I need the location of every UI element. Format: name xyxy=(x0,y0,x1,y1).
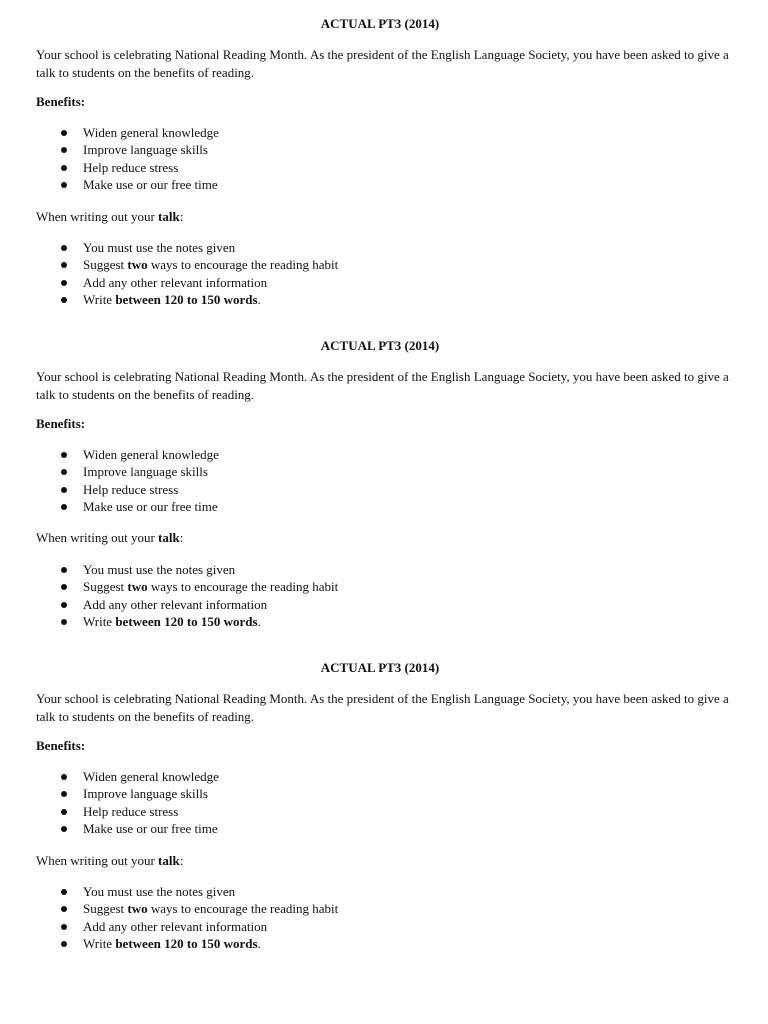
bullet-icon xyxy=(61,280,67,286)
list-item: Help reduce stress xyxy=(36,159,748,176)
bullet-icon xyxy=(61,297,67,303)
task-intro: Your school is celebrating National Reading Month. As the president of the English Language Society, you have been asked to give a talk to students on the benefits of reading. xyxy=(36,47,729,80)
bullet-icon xyxy=(61,487,67,493)
list-item: Widen general knowledge xyxy=(36,124,748,141)
instructions-list xyxy=(36,883,748,953)
bullet-icon xyxy=(61,165,67,171)
benefits-heading: Benefits: xyxy=(36,416,86,431)
benefits-heading: Benefits: xyxy=(36,738,86,753)
bullet-icon xyxy=(61,809,67,815)
list-item: Improve language skills xyxy=(36,463,748,480)
section-title: ACTUAL PT3 (2014) xyxy=(320,660,440,675)
bullet-icon xyxy=(61,619,67,625)
list-item: Add any other relevant information xyxy=(36,918,748,935)
list-item: Make use or our free time xyxy=(36,176,748,193)
instructions-lead: When writing out your talk: xyxy=(36,853,184,868)
bullet-icon xyxy=(61,130,67,136)
benefits-list xyxy=(36,124,748,194)
list-item: Widen general knowledge xyxy=(36,446,748,463)
instructions-list xyxy=(36,239,748,309)
bullet-icon xyxy=(61,941,67,947)
bullet-icon xyxy=(61,504,67,510)
list-item: Suggest two ways to encourage the reading habit xyxy=(36,578,748,595)
benefits-heading: Benefits: xyxy=(36,94,86,109)
bullet-icon xyxy=(61,245,67,251)
list-item: Help reduce stress xyxy=(36,481,748,498)
section-title: ACTUAL PT3 (2014) xyxy=(320,16,440,31)
list-item: You must use the notes given xyxy=(36,883,748,900)
bullet-icon xyxy=(61,774,67,780)
list-item: Improve language skills xyxy=(36,785,748,802)
bullet-icon xyxy=(61,452,67,458)
bullet-icon xyxy=(61,567,67,573)
task-intro: Your school is celebrating National Reading Month. As the president of the English Language Society, you have been asked to give a talk to students on the benefits of reading. xyxy=(36,369,729,402)
list-item: Widen general knowledge xyxy=(36,768,748,785)
list-item: Make use or our free time xyxy=(36,820,748,837)
bullet-icon xyxy=(61,469,67,475)
task-intro: Your school is celebrating National Reading Month. As the president of the English Language Society, you have been asked to give a talk to students on the benefits of reading. xyxy=(36,691,729,724)
bullet-icon xyxy=(61,924,67,930)
benefits-list xyxy=(36,446,748,516)
list-item: You must use the notes given xyxy=(36,561,748,578)
bullet-icon xyxy=(61,906,67,912)
benefits-list xyxy=(36,768,748,838)
list-item: Improve language skills xyxy=(36,141,748,158)
instructions-lead: When writing out your talk: xyxy=(36,209,184,224)
bullet-icon xyxy=(61,147,67,153)
bullet-icon xyxy=(61,826,67,832)
bullet-icon xyxy=(61,262,67,268)
list-item: Make use or our free time xyxy=(36,498,748,515)
instructions-lead: When writing out your talk: xyxy=(36,530,184,545)
bullet-icon xyxy=(61,584,67,590)
bullet-icon xyxy=(61,791,67,797)
list-item: Write between 120 to 150 words. xyxy=(36,935,748,952)
bullet-icon xyxy=(61,889,67,895)
bullet-icon xyxy=(61,182,67,188)
list-item: Write between 120 to 150 words. xyxy=(36,613,748,630)
list-item: Add any other relevant information xyxy=(36,274,748,291)
instructions-list xyxy=(36,561,748,631)
list-item: Suggest two ways to encourage the reading habit xyxy=(36,256,748,273)
section-title: ACTUAL PT3 (2014) xyxy=(320,338,440,353)
list-item: Add any other relevant information xyxy=(36,596,748,613)
list-item: Help reduce stress xyxy=(36,803,748,820)
bullet-icon xyxy=(61,602,67,608)
list-item: Write between 120 to 150 words. xyxy=(36,291,748,308)
list-item: Suggest two ways to encourage the reading habit xyxy=(36,900,748,917)
list-item: You must use the notes given xyxy=(36,239,748,256)
